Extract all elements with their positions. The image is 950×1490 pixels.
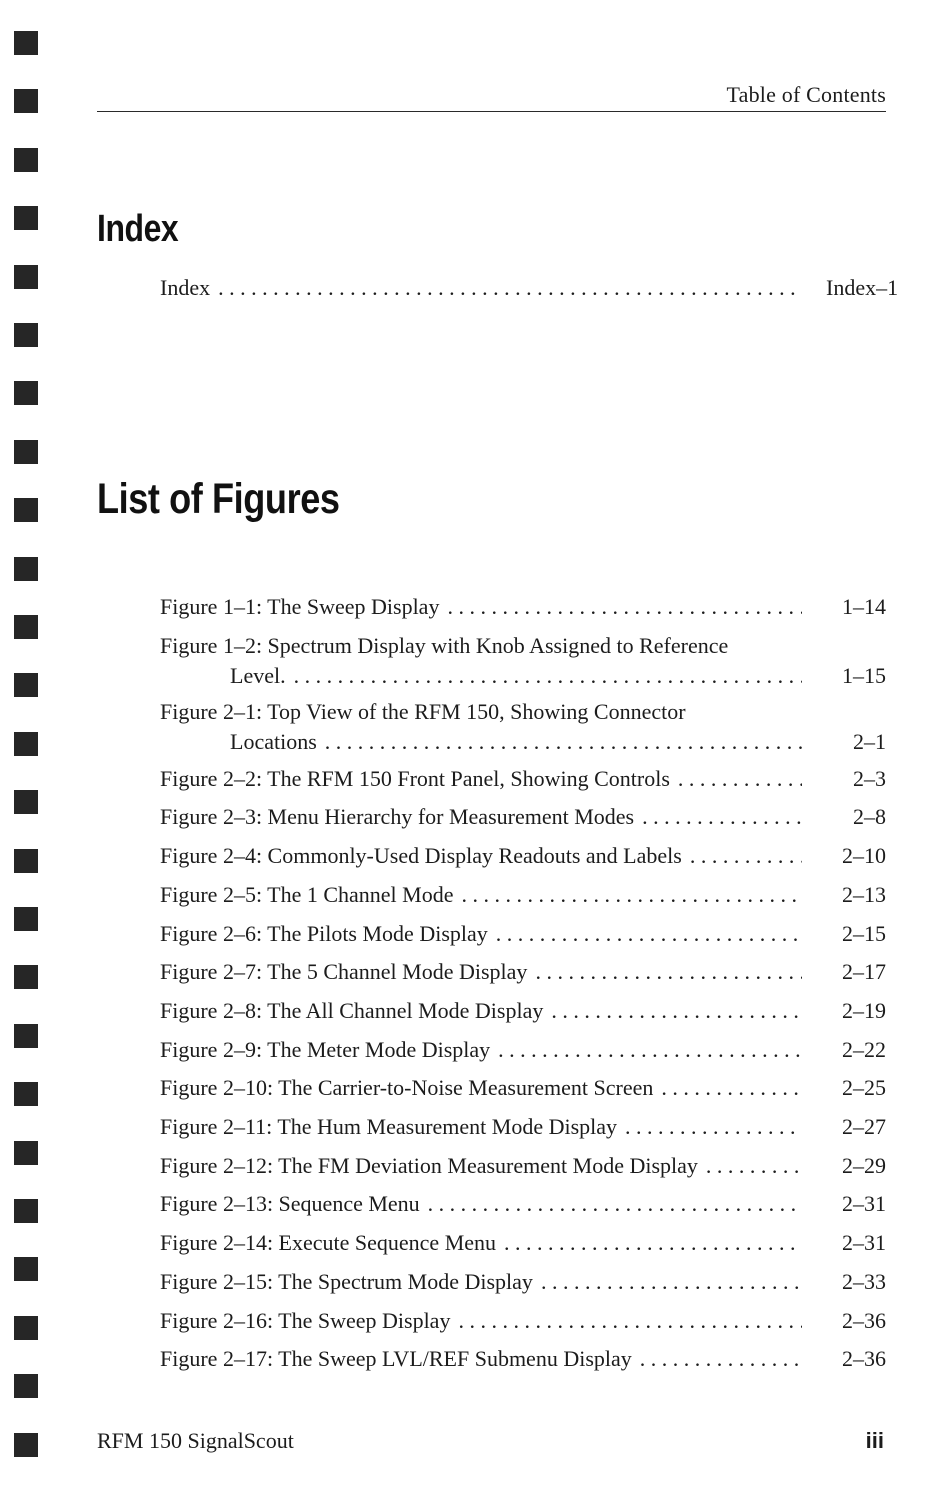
toc-entry-continuation-line — [160, 661, 886, 691]
toc-entry-index[interactable] — [160, 273, 899, 303]
toc-entry-figure[interactable] — [160, 631, 886, 691]
dot-leader — [450, 1306, 802, 1336]
thumb-index-mark — [14, 965, 38, 989]
thumb-index-mark — [14, 498, 38, 522]
dot-leader — [653, 1073, 802, 1103]
toc-entry-figure[interactable] — [160, 764, 886, 794]
toc-page-number: 2–27 — [842, 1114, 886, 1139]
running-head: Table of Contents — [726, 82, 886, 107]
dot-leader — [527, 957, 802, 987]
dot-leader — [488, 919, 802, 949]
toc-entry-text: Index — [160, 275, 211, 300]
toc-entry-continuation: Level. — [230, 662, 286, 688]
toc-page-number: 2–8 — [853, 804, 886, 830]
toc-entry-text: Figure 2–2: The RFM 150 Front Panel, Showing Controls — [160, 765, 670, 791]
toc-entry-text: Figure 2–15: The Spectrum Mode Display — [160, 1268, 533, 1294]
toc-page-number: 1–14 — [842, 594, 886, 619]
toc-page-number: 2–13 — [842, 881, 886, 907]
toc-entry-figure[interactable] — [160, 880, 886, 910]
footer-manual-title: RFM 150 SignalScout — [97, 1428, 294, 1453]
thumb-index-mark — [14, 557, 38, 581]
dot-leader — [210, 273, 802, 303]
toc-entry-text: Figure 2–6: The Pilots Mode Display — [160, 920, 488, 946]
dot-leader — [682, 841, 802, 871]
thumb-index-mark — [14, 265, 38, 289]
toc-page-number: 1–15 — [842, 662, 886, 688]
thumb-index-mark — [14, 89, 38, 113]
toc-page-number: 2–19 — [842, 997, 886, 1023]
thumb-index-mark — [14, 1316, 38, 1340]
toc-entry-figure[interactable] — [160, 1112, 886, 1142]
thumb-index-mark — [14, 440, 38, 464]
toc-page-number: 2–33 — [842, 1268, 886, 1294]
thumb-index-mark — [14, 790, 38, 814]
thumb-index-mark — [14, 1374, 38, 1398]
dot-leader — [698, 1151, 802, 1181]
toc-entry-text: Figure 2–17: The Sweep LVL/REF Submenu Display — [160, 1346, 632, 1372]
toc-page-number: Index–1 — [826, 275, 899, 300]
toc-page-number: 2–17 — [842, 959, 886, 985]
toc-entry-text: Figure 2–14: Execute Sequence Menu — [160, 1230, 497, 1256]
thumb-index-mark — [14, 1199, 38, 1223]
toc-page-number: 2–1 — [853, 729, 886, 755]
toc-entry-text: Figure 2–11: The Hum Measurement Mode Display — [160, 1114, 618, 1139]
toc-entry-text: Figure 2–7: The 5 Channel Mode Display — [160, 959, 528, 985]
toc-page-number: 2–31 — [842, 1230, 886, 1256]
thumb-index-mark — [14, 673, 38, 697]
thumb-index-mark — [14, 323, 38, 347]
toc-page-number: 2–36 — [842, 1307, 886, 1333]
thumb-index-mark — [14, 1082, 38, 1106]
figures-section-title: List of Figures — [97, 475, 340, 523]
toc-entry-text: Figure 2–13: Sequence Menu — [160, 1191, 420, 1217]
thumb-index-mark — [14, 1257, 38, 1281]
toc-entry-figure[interactable] — [160, 1073, 886, 1103]
toc-entry-figure[interactable] — [160, 1344, 886, 1374]
toc-entry-figure[interactable] — [160, 1228, 886, 1258]
thumb-index-mark — [14, 907, 38, 931]
footer-page-number: iii — [865, 1428, 884, 1453]
dot-leader — [634, 802, 802, 832]
toc-entry-text: Figure 2–3: Menu Hierarchy for Measurement Modes — [160, 804, 635, 830]
toc-entry-text: Figure 2–5: The 1 Channel Mode — [160, 881, 454, 907]
thumb-index-mark — [14, 1024, 38, 1048]
toc-entry-text: Figure 2–9: The Meter Mode Display — [160, 1036, 491, 1062]
toc-entry-figure[interactable] — [160, 802, 886, 832]
toc-entry-figure[interactable] — [160, 1306, 886, 1336]
toc-entry-figure[interactable] — [160, 697, 886, 757]
thumb-index-mark — [14, 1141, 38, 1165]
toc-entry-text: Figure 2–12: The FM Deviation Measurement Mode Display — [160, 1152, 698, 1178]
dot-leader — [420, 1189, 802, 1219]
toc-entry-figure[interactable] — [160, 841, 886, 871]
toc-entry-text: Figure 2–8: The All Channel Mode Display — [160, 997, 544, 1023]
header-rule — [97, 111, 886, 112]
toc-entry-figure[interactable] — [160, 1267, 886, 1297]
toc-entry-text: Figure 2–1: Top View of the RFM 150, Showing Connector — [160, 699, 686, 725]
dot-leader — [454, 880, 803, 910]
toc-entry-text: Figure 1–1: The Sweep Display — [160, 594, 440, 619]
dot-leader — [632, 1344, 802, 1374]
toc-page-number: 2–29 — [842, 1152, 886, 1178]
thumb-index-mark — [14, 206, 38, 230]
toc-page-number: 2–22 — [842, 1036, 886, 1062]
toc-page-number: 2–15 — [842, 920, 886, 946]
toc-page-number: 2–3 — [853, 765, 886, 791]
thumb-index-tabs — [14, 0, 40, 1490]
thumb-index-mark — [14, 615, 38, 639]
index-section-title: Index — [97, 208, 179, 250]
dot-leader — [543, 996, 802, 1026]
toc-page-number: 2–10 — [842, 843, 886, 869]
dot-leader — [533, 1267, 802, 1297]
thumb-index-mark — [14, 148, 38, 172]
dot-leader — [439, 592, 802, 622]
toc-entry-continuation-line — [160, 727, 886, 757]
dot-leader — [490, 1035, 802, 1065]
toc-entry-figure[interactable] — [160, 996, 886, 1026]
toc-entry-figure[interactable] — [160, 1189, 886, 1219]
toc-entry-figure[interactable] — [160, 919, 886, 949]
toc-entry-continuation: Locations — [230, 729, 317, 755]
thumb-index-mark — [14, 381, 38, 405]
dot-leader — [617, 1112, 802, 1142]
toc-page-number: 2–36 — [842, 1346, 886, 1372]
thumb-index-mark — [14, 1433, 38, 1457]
toc-entry-figure[interactable] — [160, 1035, 886, 1065]
thumb-index-mark — [14, 732, 38, 756]
dot-leader — [670, 764, 802, 794]
toc-entry-figure[interactable] — [160, 1151, 886, 1181]
thumb-index-mark — [14, 31, 38, 55]
dot-leader — [286, 661, 802, 691]
toc-entry-figure[interactable] — [160, 957, 886, 987]
toc-page-number: 2–31 — [842, 1191, 886, 1217]
toc-entry-text: Figure 2–4: Commonly-Used Display Readouts and Labels — [160, 843, 682, 869]
toc-entry-figure[interactable] — [160, 592, 886, 622]
toc-entry-text: Figure 2–16: The Sweep Display — [160, 1307, 451, 1333]
thumb-index-mark — [14, 849, 38, 873]
toc-entry-text: Figure 1–2: Spectrum Display with Knob Assigned to Reference — [160, 632, 729, 658]
toc-page-number: 2–25 — [842, 1075, 886, 1101]
toc-entry-text: Figure 2–10: The Carrier-to-Noise Measurement Screen — [160, 1075, 654, 1101]
dot-leader — [496, 1228, 802, 1258]
dot-leader — [317, 727, 802, 757]
